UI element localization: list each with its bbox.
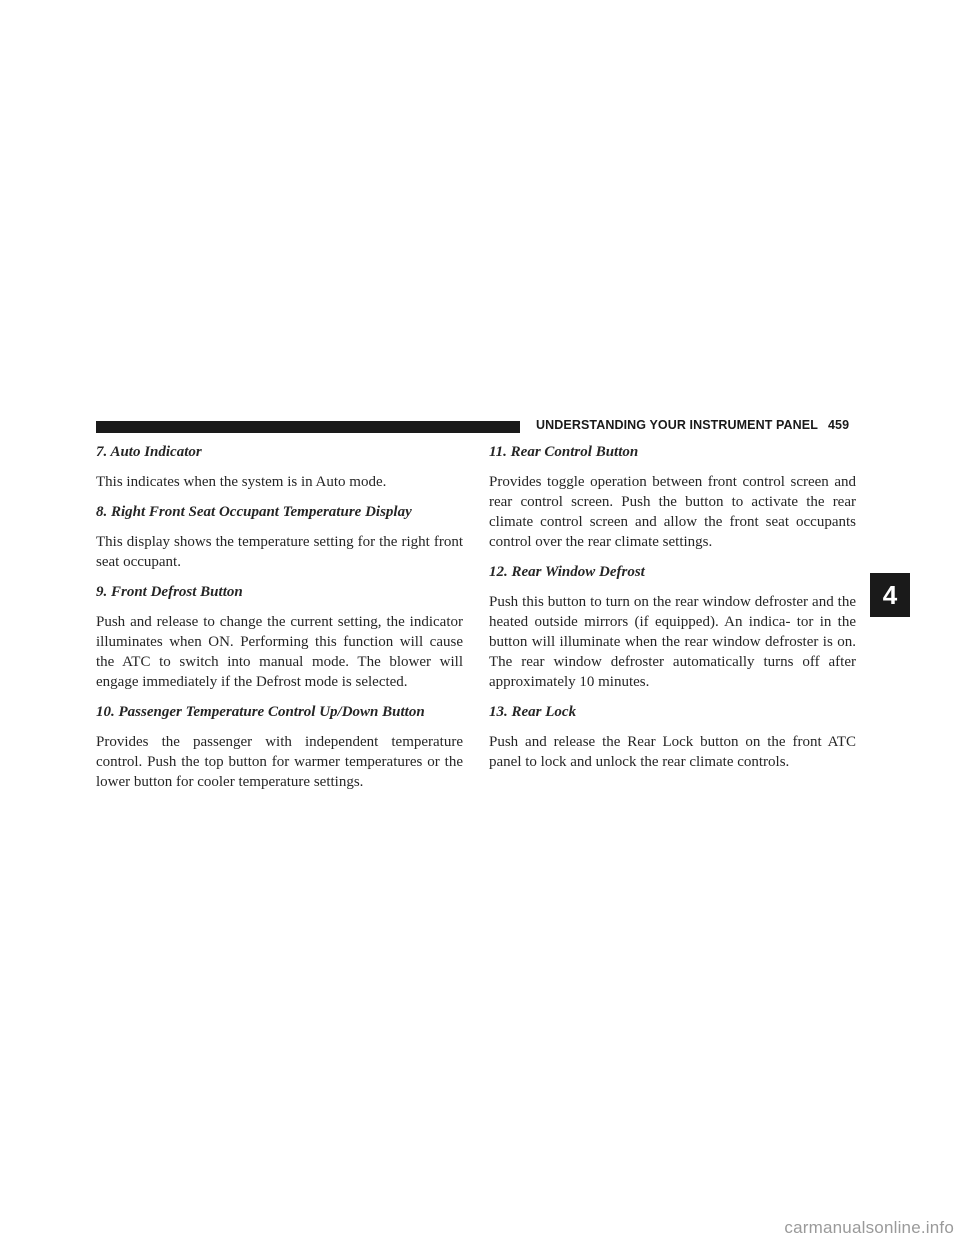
section-body: Push this button to turn on the rear window defroster and the heated outside mirrors (if equipped). An indica- tor in the button will illuminate when the rear window defroster is on. The rear window defroster automatically turns off after approximately 10 minutes. xyxy=(489,594,856,690)
section-heading: 10. Passenger Temperature Control Up/Down Button xyxy=(96,704,425,720)
section-heading: 9. Front Defrost Button xyxy=(96,584,243,600)
watermark: carmanualsonline.info xyxy=(784,1218,954,1237)
chapter-tab: 4 xyxy=(870,573,910,617)
section-body: Push and release to change the current setting, the indicator illuminates when ON. Performing this function will cause the ATC to switch into manual mode. The blower will engage immediately if the Defrost mode is selected. xyxy=(96,614,463,690)
page-number: 459 xyxy=(827,418,850,432)
section-body: Provides toggle operation between front control screen and rear control screen. Push the button to activate the rear climate control screen and allow the front seat occupants control over the rear climate settings. xyxy=(489,474,856,550)
section-heading: 8. Right Front Seat Occupant Temperature Display xyxy=(96,504,412,520)
header-rule xyxy=(96,421,520,433)
section-heading: 13. Rear Lock xyxy=(489,704,577,720)
section-body: Push and release the Rear Lock button on the front ATC panel to lock and unlock the rear climate controls. xyxy=(489,734,856,770)
section-body: Provides the passenger with independent temperature control. Push the top button for warmer temperatures or the lower button for cooler temperature settings. xyxy=(96,734,463,790)
section-body: This display shows the temperature setting for the right front seat occupant. xyxy=(96,534,463,570)
left-column xyxy=(96,442,463,802)
header-title: UNDERSTANDING YOUR INSTRUMENT PANEL xyxy=(536,418,818,432)
section-heading: 7. Auto Indicator xyxy=(96,444,202,460)
right-column xyxy=(489,442,856,782)
section-heading: 11. Rear Control Button xyxy=(489,444,639,460)
section-heading: 12. Rear Window Defrost xyxy=(489,564,645,580)
section-body: This indicates when the system is in Auto mode. xyxy=(96,474,387,490)
running-header xyxy=(536,418,849,432)
